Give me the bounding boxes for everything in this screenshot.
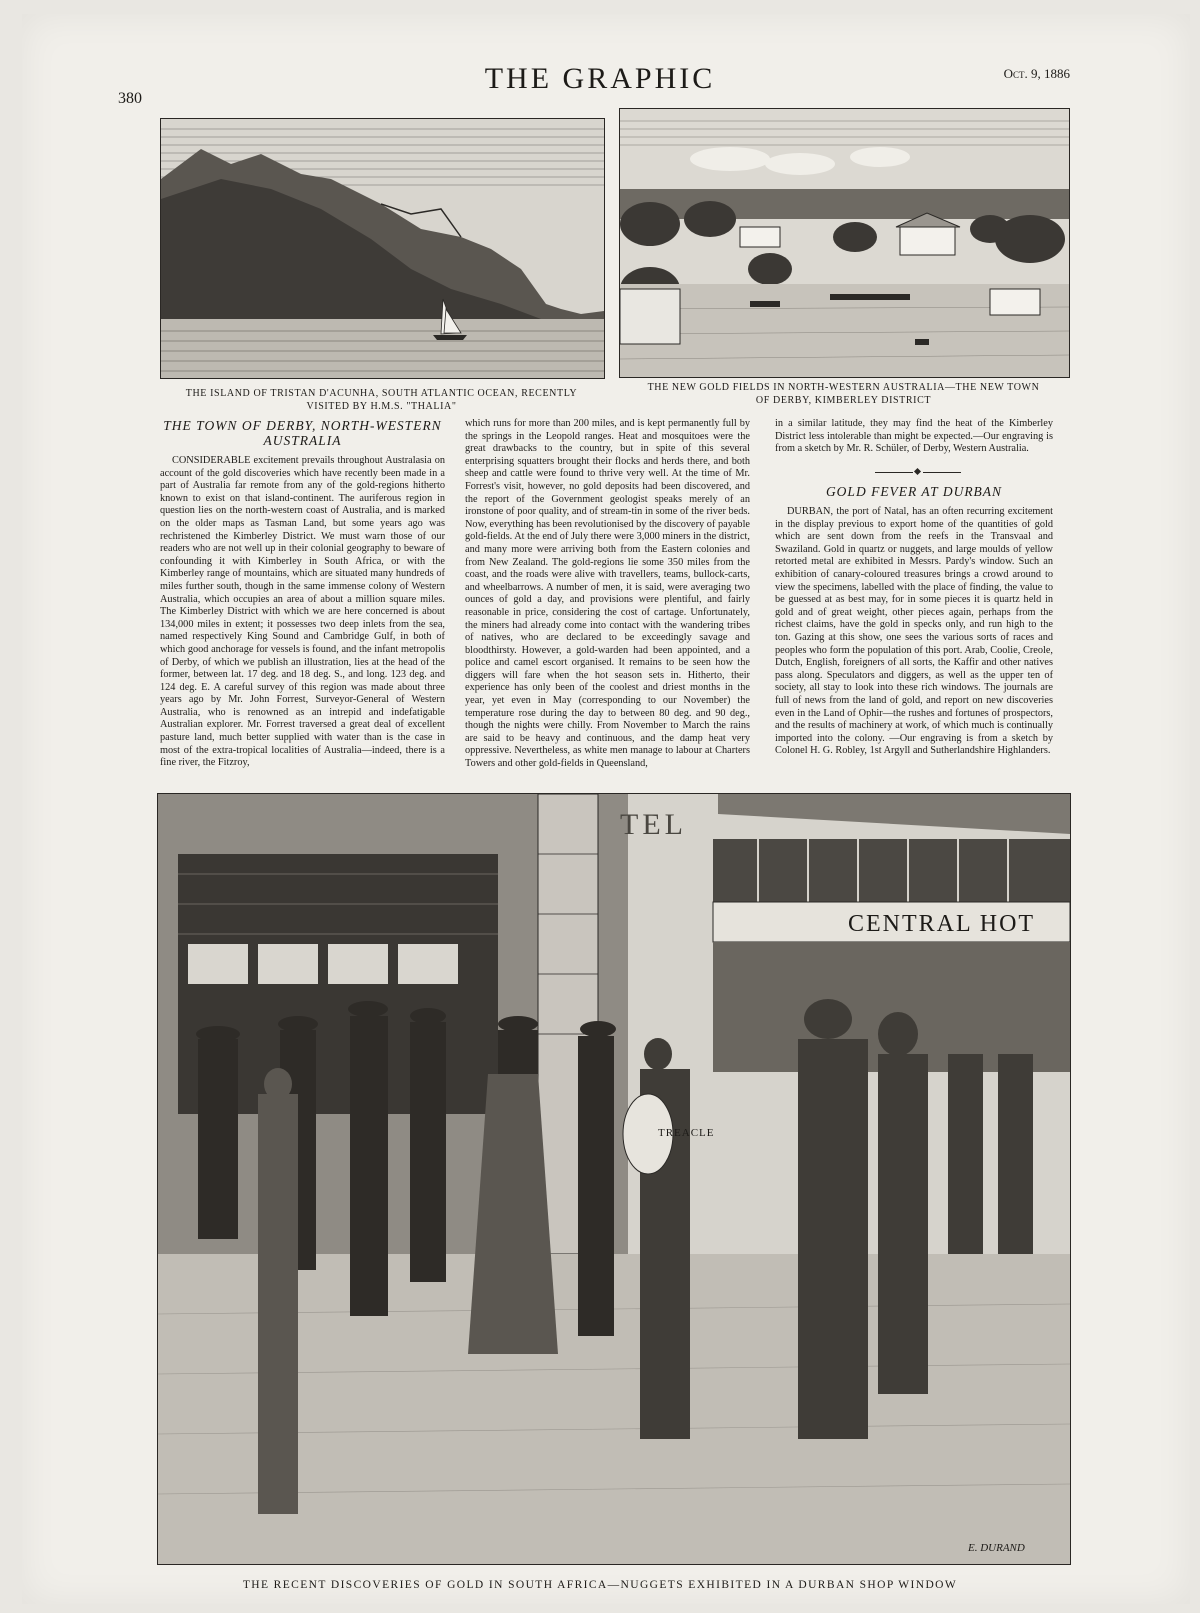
- derby-town-illustration: [619, 108, 1070, 378]
- tristan-caption-line1: THE ISLAND OF TRISTAN D'ACUNHA, SOUTH ATLANTIC OCEAN, RECENTLY: [185, 388, 578, 399]
- tristan-island-illustration: [160, 118, 605, 379]
- durban-column: [775, 506, 1053, 760]
- hotel-sign: CENTRAL HOT: [848, 911, 1036, 937]
- derby-title-line1: THE TOWN OF DERBY, NORTH-WESTERN: [163, 418, 442, 433]
- derby-title-line2: AUSTRALIA: [263, 433, 342, 448]
- page-number: 380: [118, 90, 142, 107]
- derby-caption-line2: OF DERBY, KIMBERLEY DISTRICT: [755, 395, 932, 406]
- tristan-caption: [160, 387, 603, 413]
- engraver-signature: E. DURAND: [968, 1542, 1025, 1554]
- durban-article-title: GOLD FEVER AT DURBAN: [825, 484, 1003, 499]
- tub-label: TREACLE: [658, 1127, 715, 1139]
- derby-paragraph-3: in a similar latitude, they may find the heat of the Kimberley District less intolerable than might be expected.—Our engraving is from a sketch by Mr. R. Schüler, of Derby, Western Australia.: [775, 418, 1053, 455]
- derby-article-title: [160, 418, 445, 448]
- derby-caption-line1: THE NEW GOLD FIELDS IN NORTH-WESTERN AUSTRALIA—THE NEW TOWN: [647, 382, 1040, 393]
- tristan-caption-line2: VISITED BY H.M.S. "THALIA": [306, 401, 457, 412]
- issue-date: Oct. 9, 1886: [1003, 66, 1070, 81]
- derby-column-3: [775, 418, 1053, 470]
- derby-paragraph-1: CONSIDERABLE excitement prevails throughout Australasia on account of the gold discoveries which have recently been made in a part of Australia far remote from any of the gold-regions hitherto known to exist on that island-continent. The auriferous region in question lies on the north-western coast of Australia, and is marked on the older maps as Tasman Land, but some years ago was rechristened the Kimberley District. We must warn those of our readers who are not well up in their colonial geography to beware of confounding it with Kimberley in South Africa, or with the Kimberley range of mountains, which are situated many hundreds of miles further south, though in the same immense colony of Western Australia, which occupies an area of about a million square miles. The Kimberley District with which we are here concerned is about 134,000 miles in extent; it possesses two deep inlets from the sea, named respectively King Sound and Cambridge Gulf, in both of which good anchorage for vessels is found, and the infant metropolis of Derby, of which we publish an illustration, lies at the head of the former, between lat. 17 deg. and 18 deg. S., and long. 123 deg. and 124 deg. E. A careful survey of this region was made about three years ago by Mr. John Forrest, Surveyor-General of Western Australia, who is renowned as an intrepid and indefatigable Australian explorer. Mr. Forrest traversed a great deal of excellent pasture land, much better supplied with water than is the case in most of the extra-tropical localities of Australia—indeed, there is a fine river, the Fitzroy,: [160, 455, 445, 769]
- section-divider-left: [875, 472, 913, 473]
- derby-column-2: [465, 418, 750, 770]
- derby-paragraph-2: which runs for more than 200 miles, and is kept permanently full by the springs in the Leopold ranges. Heat and mosquitoes were the great drawbacks to the country, but in spite of this several enterprising squatters brought their flocks and herds there, and both sheep and cattle were found to thrive very well. At the time of Mr. Forrest's visit, however, no gold deposits had been discovered, and the report of the Government geologist speaks merely of an ironstone of poor quality, and of stream-tin in some of the river beds. Now, everything has been revolutionised by the discovery of payable gold-fields. At the end of July there were 3,000 miners in the district, and many more were arriving both from the Eastern colonies and from New Zealand. The gold-regions lie some 350 miles from the coast, and the roads were alive with travellers, teams, bullock-carts, and wheelbarrows. A number of men, it is said, were averaging two ounces of gold a day, and provisions were plentiful, and fairly reasonable in price, considering the cost of cartage. Unfortunately, the miners had already come into contact with the wandering tribes of natives, who are declared to be exceedingly savage and bloodthirsty. However, a gold-warden had been appointed, and a police and camel escort organised. It remains to be seen how the diggers will fare when the hot season sets in. Hitherto, their experience has only been of the coolest and driest months in the year, yet even in May (corresponding to our November) the temperature rose during the day to between 80 deg. and 90 deg., though the nights were chilly. From November to March the rains are said to be heavy and continuous, and the damp heat very oppressive. Nevertheless, as white men manage to labour at Charters Towers and other gold-fields in Queensland,: [465, 418, 750, 770]
- durban-paragraph: DURBAN, the port of Natal, has an often recurring excitement in the display previous to export home of the quantities of gold which are sent down from the reefs in the Transvaal and Swaziland. Gold in quartz or nuggets, and large moulds of yellow retorted metal are exhibited in Messrs. Pardy's window. Such an exhibition of canary-coloured treasures brings a crowd around to view the specimens, labelled with the place of finding, the value to be guessed at as best may, for in some pieces it is quartz held in gold and of great weight, other pieces again, perhaps from the richest claims, have the gold in specks only, and run high to the ton. Gazing at this show, one sees the various sorts of races and peoples who form the population of this port. Arab, Coolie, Creole, Dutch, English, foreigners of all sorts, the Kaffir and other natives pass along. Speculators and diggers, as well as the upper ten of society, all stay to look into these rich windows. The journals are full of news from the land of gold, and report on new discoveries even in the Land of Ophir—the rushes and fortunes of prospectors, and the results of machinery at work, of which much is continually imported into the colony. —Our engraving is from a sketch by Colonel H. G. Robley, 1st Argyll and Sutherlandshire Highlanders.: [775, 506, 1053, 757]
- bottom-figure-caption: THE RECENT DISCOVERIES OF GOLD IN SOUTH AFRICA—NUGGETS EXHIBITED IN A DURBAN SHOP WINDOW: [242, 1579, 958, 1591]
- section-divider-right: [923, 472, 961, 473]
- derby-caption: [619, 381, 1068, 407]
- masthead: THE GRAPHIC: [484, 62, 716, 95]
- durban-shop-window-illustration: [157, 793, 1071, 1565]
- hotel-sign-upper: TEL: [620, 808, 687, 841]
- derby-column-1: [160, 455, 445, 769]
